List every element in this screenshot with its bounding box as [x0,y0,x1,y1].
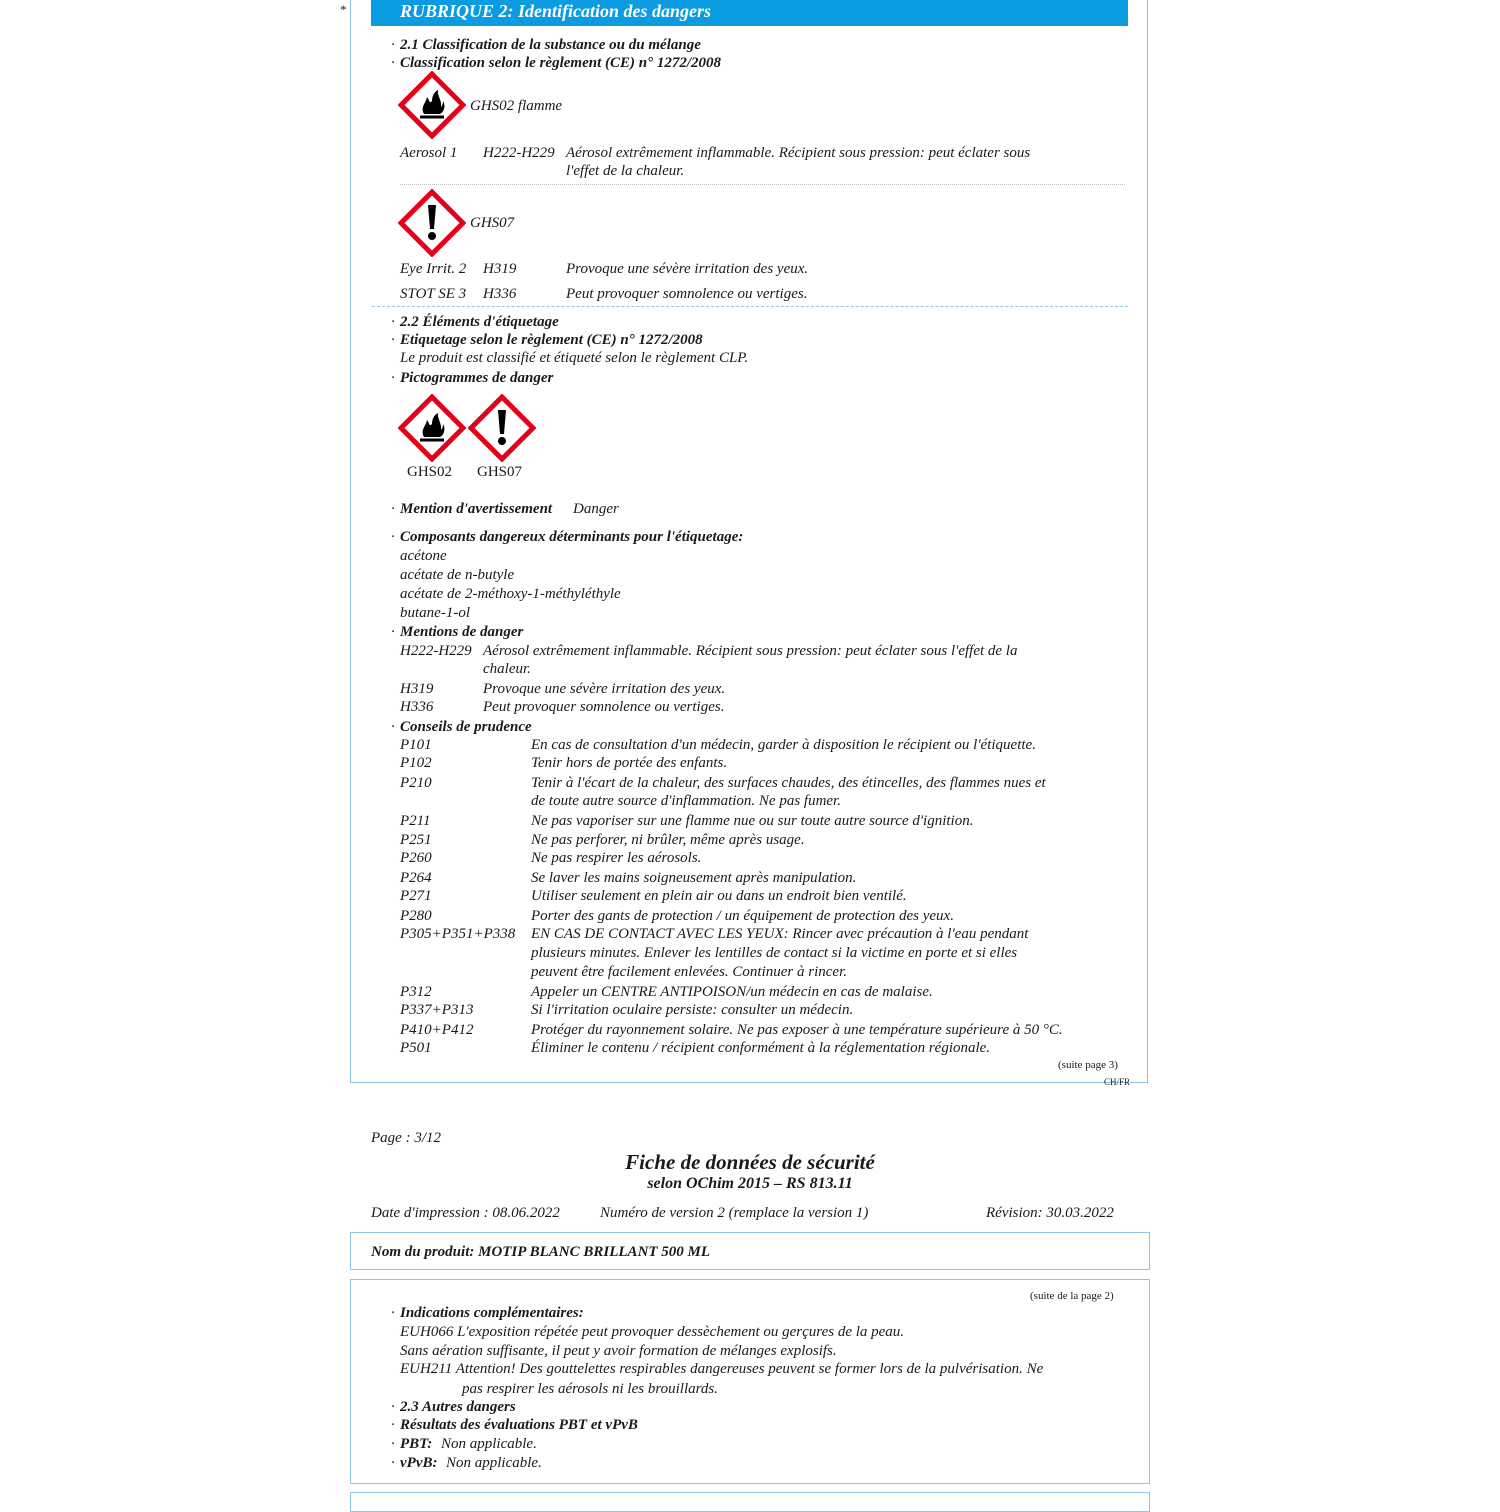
p-code: P210 [400,775,432,791]
hazard-text: Peut provoquer somnolence ou vertiges. [483,699,725,715]
p-code: P312 [400,984,432,1000]
p-code: P271 [400,888,432,904]
p-text: Se laver les mains soigneusement après manipulation. [531,870,857,886]
page-number: Page : 3/12 [371,1130,441,1146]
bullet: · [391,37,395,53]
version-number: Numéro de version 2 (remplace la version 1) [600,1205,869,1221]
stot-code: H336 [483,286,517,302]
p-text-cont: de toute autre source d'inflammation. Ne pas fumer. [531,793,841,809]
p-text: Ne pas vaporiser sur une flamme nue ou sur toute autre source d'ignition. [531,813,974,829]
signal-word-label: Mention d'avertissement [400,501,553,517]
clp-statement: Le produit est classifié et étiqueté selon le règlement CLP. [400,350,749,366]
bullet: · [391,624,395,640]
country-code: CH/FR [1104,1077,1131,1087]
euh211-statement: EUH211 Attention! Des gouttelettes respirables dangereuses peuvent se former lors de la pulvérisation. Ne [400,1361,1044,1377]
p-code: P264 [400,870,432,886]
euh066-statement: EUH066 L'exposition répétée peut provoquer dessèchement ou gerçures de la peau. [400,1324,905,1340]
p-text: Ne pas respirer les aérosols. [531,850,702,866]
p-text: EN CAS DE CONTACT AVEC LES YEUX: Rincer avec précaution à l'eau pendant [531,926,1029,942]
p-text: Tenir à l'écart de la chaleur, des surfaces chaudes, des étincelles, des flammes nues et [531,775,1046,791]
euh211-statement-cont: pas respirer les aérosols ni les brouillards. [462,1381,718,1397]
p-code: P102 [400,755,432,771]
hazard-text-cont: chaleur. [483,661,531,677]
p-text: Ne pas perforer, ni brûler, même après usage. [531,832,805,848]
component-item: acétate de 2-méthoxy-1-méthyléthyle [400,586,621,602]
eye-code: H319 [483,261,517,277]
p-code: P211 [400,813,431,829]
component-item: acétate de n-butyle [400,567,515,583]
p-text: En cas de consultation d'un médecin, garder à disposition le récipient ou l'étiquette. [531,737,1036,753]
aerosol-code: H222-H229 [483,145,555,161]
bullet: · [391,314,395,330]
ghs07-label: GHS07 [470,215,515,231]
dotted-separator [400,184,1125,185]
classification-regulation: Classification selon le règlement (CE) n° 1272/2008 [400,55,722,71]
p-code: P260 [400,850,432,866]
ventilation-statement: Sans aération suffisante, il peut y avoir formation de mélanges explosifs. [400,1343,837,1359]
eye-text: Provoque une sévère irritation des yeux. [566,261,809,277]
bullet: · [391,1417,395,1433]
additional-info-heading: Indications complémentaires: [400,1305,584,1321]
bullet: · [391,332,395,348]
hazard-statements-heading: Mentions de danger [400,624,524,640]
vpvb-value: Non applicable. [446,1455,542,1471]
component-item: butane-1-ol [400,605,470,621]
p-code: P305+P351+P338 [400,926,516,942]
pbt-vpvb-heading: Résultats des évaluations PBT et vPvB [400,1417,638,1433]
hazard-code: H319 [400,681,434,697]
pictograms-heading: Pictogrammes de danger [400,370,554,386]
bullet: · [391,370,395,386]
vpvb-label: vPvB: [400,1455,438,1471]
p-code: P101 [400,737,432,753]
bullet: · [391,1455,395,1471]
product-name: Nom du produit: MOTIP BLANC BRILLANT 500 ML [371,1244,711,1260]
p-text: Porter des gants de protection / un équipement de protection des yeux. [531,908,954,924]
bullet: · [391,1399,395,1415]
pbt-label: PBT: [400,1436,433,1452]
ghs02-flamme-label: GHS02 flamme [470,98,563,114]
hazard-code: H222-H229 [400,643,472,659]
ghs02-flame-icon [398,71,466,139]
stot-category: STOT SE 3 [400,286,467,302]
rubrique-title: RUBRIQUE 2: Identification des dangers [400,1,712,21]
section-2-2-heading: 2.2 Éléments d'étiquetage [400,314,559,330]
bullet: · [391,501,395,517]
p-text: Protéger du rayonnement solaire. Ne pas exposer à une température supérieure à 50 °C. [531,1022,1063,1038]
hazard-code: H336 [400,699,434,715]
p-code: P410+P412 [400,1022,474,1038]
ghs07-exclamation-icon [468,394,536,462]
aerosol-text-cont: l'effet de la chaleur. [566,163,685,179]
pbt-value: Non applicable. [441,1436,537,1452]
p-code: P251 [400,832,432,848]
p-text: Éliminer le contenu / récipient conformément à la réglementation régionale. [531,1040,991,1056]
aerosol-text: Aérosol extrêmement inflammable. Récipient sous pression: peut éclater sous [566,145,1031,161]
bullet: · [391,719,395,735]
section-2-3-heading: 2.3 Autres dangers [400,1399,516,1415]
eye-category: Eye Irrit. 2 [400,261,467,277]
bullet: · [391,55,395,71]
labelling-regulation: Etiquetage selon le règlement (CE) n° 1272/2008 [400,332,703,348]
p-text: Tenir hors de portée des enfants. [531,755,728,771]
pictogram-ghs07-caption: GHS07 [477,464,523,480]
component-item: acétone [400,548,447,564]
p-text-cont: plusieurs minutes. Enlever les lentilles de contact si la victime en porte et si elles [531,945,1018,961]
stot-text: Peut provoquer somnolence ou vertiges. [566,286,808,302]
dashed-separator [372,306,1128,307]
p-text: Appeler un CENTRE ANTIPOISON/un médecin en cas de malaise. [531,984,933,1000]
hazardous-components-heading: Composants dangereux déterminants pour l'étiquetage: [400,529,744,545]
document-subtitle: selon OChim 2015 – RS 813.11 [647,1175,853,1192]
aerosol-category: Aerosol 1 [400,145,458,161]
continued-from-page: (suite de la page 2) [1030,1290,1114,1302]
bullet: · [391,1305,395,1321]
signal-word-value: Danger [573,501,619,517]
continued-on-page: (suite page 3) [1058,1059,1118,1071]
print-date: Date d'impression : 08.06.2022 [371,1205,560,1221]
revision-asterisk: * [340,2,347,17]
hazard-text: Provoque une sévère irritation des yeux. [483,681,726,697]
document-title: Fiche de données de sécurité [625,1150,875,1174]
section-2-1-heading: 2.1 Classification de la substance ou du mélange [400,37,701,53]
ghs02-flame-icon [398,394,466,462]
bullet: · [391,1436,395,1452]
revision-date: Révision: 30.03.2022 [986,1205,1114,1221]
p-text: Utiliser seulement en plein air ou dans un endroit bien ventilé. [531,888,907,904]
p-code: P337+P313 [400,1002,474,1018]
hazard-text: Aérosol extrêmement inflammable. Récipient sous pression: peut éclater sous l'effet de la [483,643,1018,659]
next-section-frame [350,1492,1150,1512]
pictogram-ghs02-caption: GHS02 [407,464,453,480]
p-code: P280 [400,908,432,924]
p-text: Si l'irritation oculaire persiste: consulter un médecin. [531,1002,854,1018]
p-text-cont: peuvent être facilement enlevées. Continuer à rincer. [531,964,848,980]
p-code: P501 [400,1040,432,1056]
precautionary-heading: Conseils de prudence [400,719,532,735]
bullet: · [391,529,395,545]
ghs07-exclamation-icon [398,189,466,257]
